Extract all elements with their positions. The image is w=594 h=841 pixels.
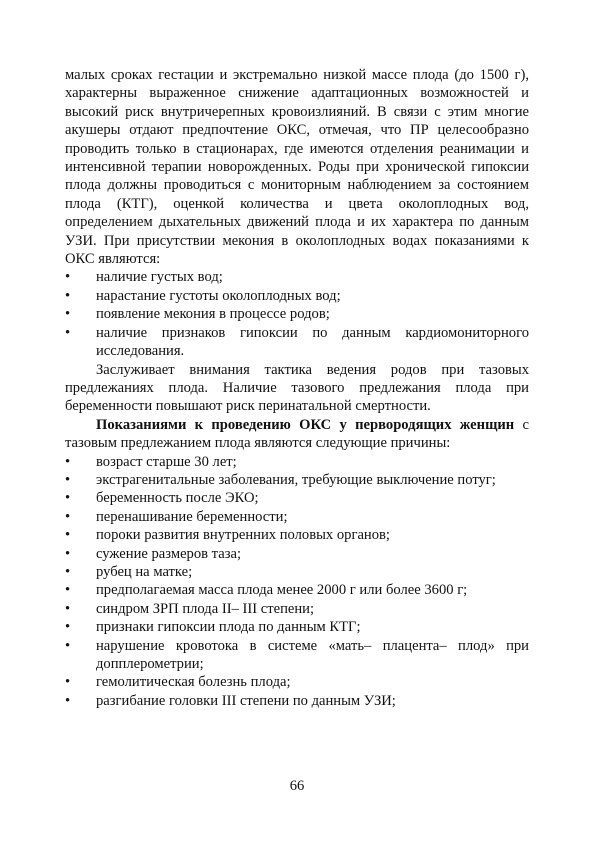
bullet-icon: • (65, 287, 71, 304)
list-item (65, 471, 529, 489)
breech-indications-list (65, 453, 529, 711)
list-item-text: наличие признаков гипоксии по данным кардиомониторного исследования. (96, 324, 529, 360)
list-item-text: синдром ЗРП плода II– III степени; (96, 600, 315, 617)
meconium-indications-list (65, 268, 529, 360)
list-item-text: нарастание густоты околоплодных вод; (96, 287, 341, 304)
paragraph-heading-bold: Показаниями к проведению ОКС у первородящих женщин (96, 416, 515, 433)
list-item-text: гемолитическая болезнь плода; (96, 674, 291, 691)
bullet-icon: • (65, 582, 71, 599)
bullet-icon: • (65, 324, 71, 341)
list-item-text: нарушение кровотока в системе «мать– плацента– плод» при допплерометрии; (96, 637, 529, 672)
page-body (65, 66, 529, 710)
list-item (65, 508, 529, 526)
list-item (65, 692, 529, 710)
list-item-text: появление мекония в процессе родов; (96, 306, 330, 323)
list-item-text: предполагаемая масса плода менее 2000 г или более 3600 г; (96, 582, 468, 599)
paragraph-breech-indications (65, 416, 529, 453)
bullet-icon: • (65, 674, 71, 691)
bullet-icon: • (65, 269, 71, 286)
list-item (65, 324, 529, 361)
paragraph-breech-tactics: Заслуживает внимания тактика ведения родов при тазовых предлежаниях плода. Наличие тазового предлежания плода при беременности повышают риск перинатальной смертности. (65, 361, 529, 415)
list-item-text: беременность после ЭКО; (96, 490, 259, 507)
list-item-text: наличие густых вод; (96, 269, 223, 286)
list-item (65, 673, 529, 691)
list-item-text: сужение размеров таза; (96, 545, 242, 562)
list-item (65, 287, 529, 305)
list-item (65, 545, 529, 563)
list-item-text: перенашивание беременности; (96, 508, 288, 525)
page-number: 66 (289, 778, 305, 794)
list-item (65, 268, 529, 286)
list-item (65, 489, 529, 507)
bullet-icon: • (65, 453, 71, 470)
bullet-icon: • (65, 637, 71, 654)
list-item (65, 563, 529, 581)
bullet-icon: • (65, 563, 71, 580)
list-item (65, 526, 529, 544)
list-item-text: рубец на матке; (96, 563, 193, 580)
list-item (65, 305, 529, 323)
bullet-icon: • (65, 600, 71, 617)
list-item (65, 637, 529, 674)
bullet-icon: • (65, 619, 71, 636)
bullet-icon: • (65, 508, 71, 525)
bullet-icon: • (65, 490, 71, 507)
list-item (65, 600, 529, 618)
bullet-icon: • (65, 527, 71, 544)
bullet-icon: • (65, 545, 71, 562)
list-item-text: пороки развития внутренних половых органов; (96, 527, 390, 544)
list-item-text: возраст старше 30 лет; (96, 453, 237, 470)
list-item-text: разгибание головки III степени по данным УЗИ; (96, 692, 396, 709)
bullet-icon: • (65, 471, 71, 488)
list-item (65, 618, 529, 636)
paragraph-intro: малых сроках гестации и экстремально низкой массе плода (до 1500 г), характерны выраженное снижение адаптационных возможностей и высокий риск внутричерепных кровоизлияний. В связи с этим многие акушеры отдают предпочтение ОКС, отмечая, что ПР целесообразно проводить только в стационарах, где имеются отделения реанимации и интенсивной терапии новорожденных. Роды при хронической гипоксии плода должны проводиться с мониторным наблюдением за состоянием плода (КТГ), оценкой количества и цвета околоплодных вод, определением дыхательных движений плода и их характера по данным УЗИ. При присутствии мекония в околоплодных водах показаниями к ОКС являются: (65, 67, 529, 268)
paragraph-heading-rest: с тазовым предлежанием плода являются следующие причины: (65, 416, 529, 452)
list-item (65, 453, 529, 471)
list-item-text: экстрагенитальные заболевания, требующие выключение потуг; (96, 471, 496, 488)
list-item-text: признаки гипоксии плода по данным КТГ; (96, 619, 361, 636)
bullet-icon: • (65, 692, 71, 709)
bullet-icon: • (65, 306, 71, 323)
list-item (65, 581, 529, 599)
